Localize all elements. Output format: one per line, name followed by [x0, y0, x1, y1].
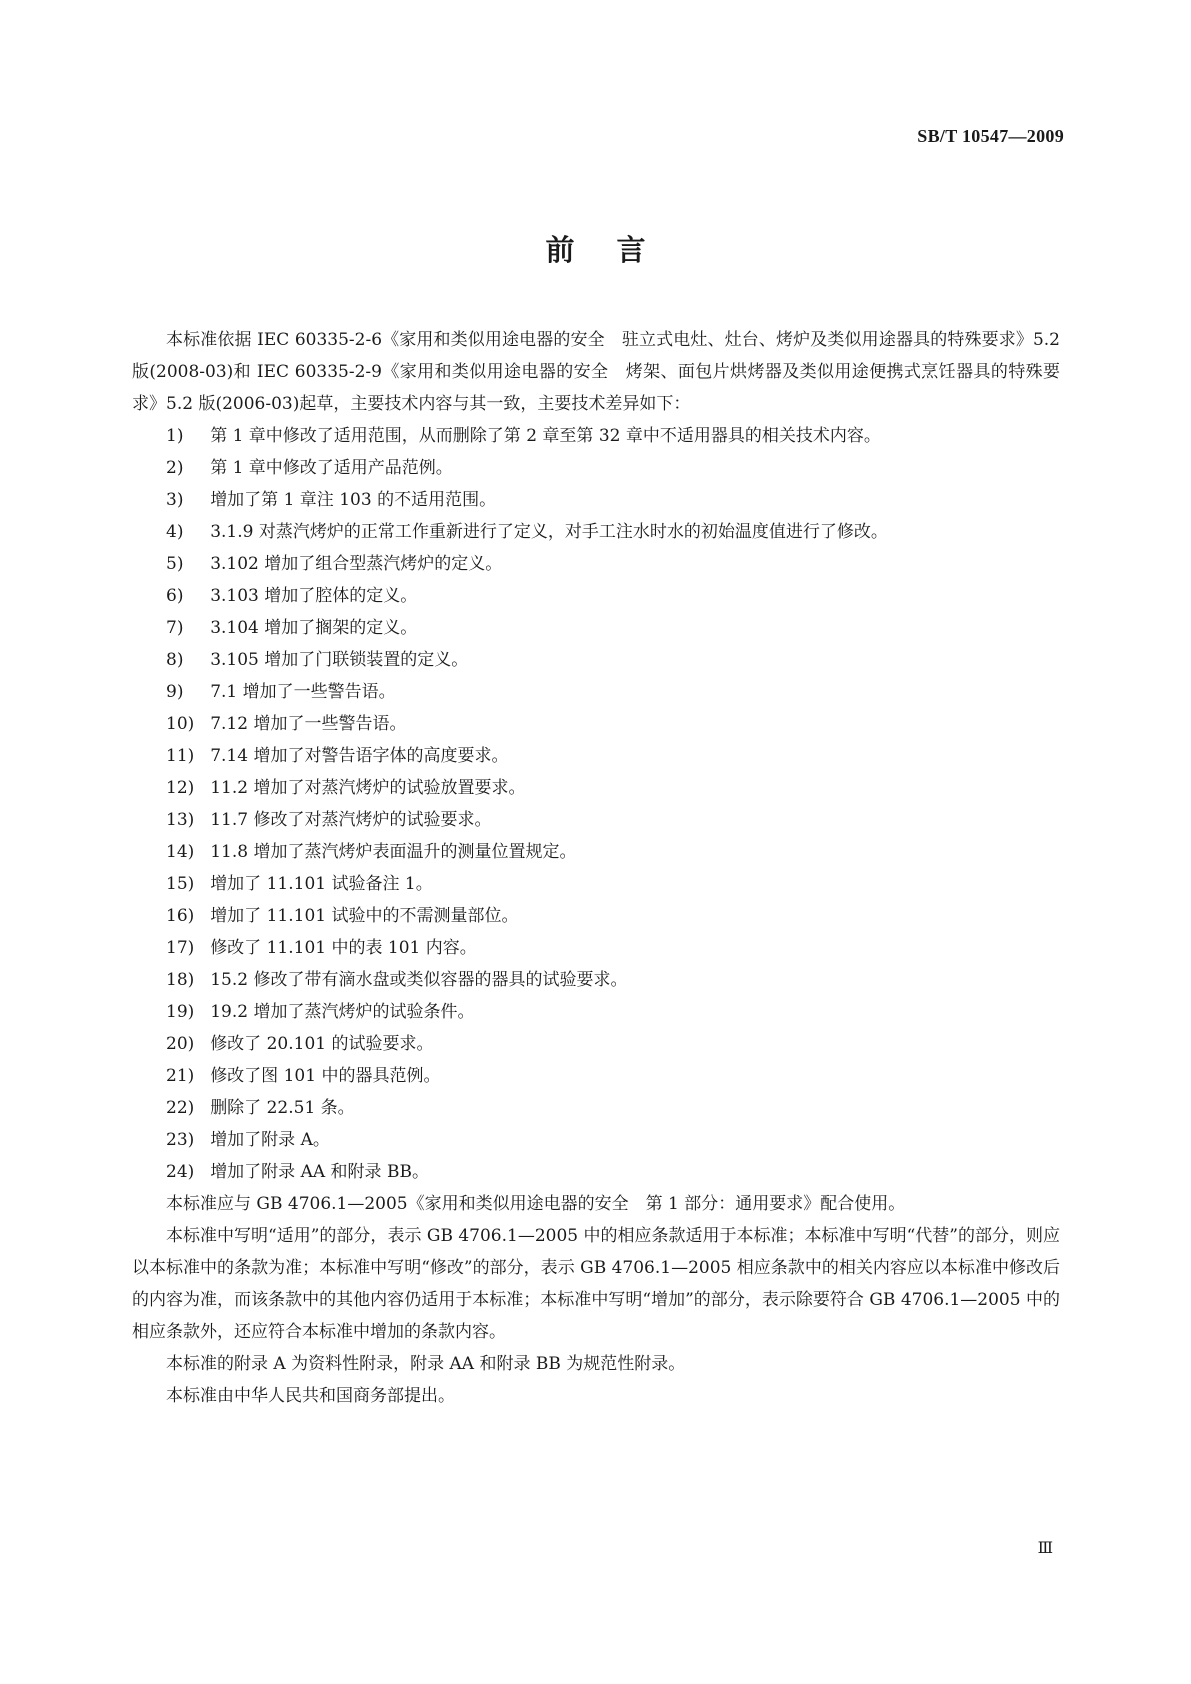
- list-item-number: 22): [166, 1098, 195, 1118]
- page-title: 前言: [545, 233, 688, 267]
- list-item-text: 3.1.9 对蒸汽烤炉的正常工作重新进行了定义，对手工注水时水的初始温度值进行了修改。: [210, 522, 888, 542]
- clause-rules-paragraph: 本标准中写明“适用”的部分，表示 GB 4706.1—2005 中的相应条款适用于本标准；本标准中写明“代替”的部分，则应以本标准中的条款为准；本标准中写明“修改”的部分，表示 GB 4706.1—2005 相应条款中的相关内容应以本标准中修改后的内容为准，而该条款中的其他内容仍适用于本标准；本标准中写明“增加”的部分，表示除要符合 GB 4706.1—2005 中的相应条款外，还应符合本标准中增加的条款内容。: [132, 1226, 1060, 1342]
- list-item-number: 9): [166, 682, 184, 702]
- list-item-text: 增加了附录 A。: [210, 1130, 330, 1150]
- list-item-number: 8): [166, 650, 184, 670]
- list-item-text: 11.7 修改了对蒸汽烤炉的试验要求。: [210, 810, 492, 830]
- list-item-text: 3.105 增加了门联锁装置的定义。: [210, 650, 469, 670]
- list-item-number: 18): [166, 970, 195, 990]
- list-item-text: 修改了 20.101 的试验要求。: [210, 1034, 434, 1054]
- proposer-paragraph: 本标准由中华人民共和国商务部提出。: [166, 1386, 455, 1406]
- list-item: [132, 868, 1060, 900]
- list-item: [132, 804, 1060, 836]
- list-item: [132, 1092, 1060, 1124]
- differences-list: [132, 420, 1060, 1188]
- list-item-text: 增加了 11.101 试验中的不需测量部位。: [210, 906, 519, 926]
- list-item-number: 24): [166, 1162, 195, 1182]
- list-item-text: 3.102 增加了组合型蒸汽烤炉的定义。: [210, 554, 503, 574]
- list-item: [132, 740, 1060, 772]
- list-item: [132, 580, 1060, 612]
- annex-paragraph: 本标准的附录 A 为资料性附录，附录 AA 和附录 BB 为规范性附录。: [166, 1354, 686, 1374]
- list-item-number: 20): [166, 1034, 195, 1054]
- document-body: [132, 324, 1060, 1412]
- list-item-text: 7.1 增加了一些警告语。: [210, 682, 396, 702]
- list-item-number: 23): [166, 1130, 195, 1150]
- list-item-text: 修改了图 101 中的器具范例。: [210, 1066, 441, 1086]
- list-item-number: 12): [166, 778, 195, 798]
- list-item-text: 修改了 11.101 中的表 101 内容。: [210, 938, 477, 958]
- list-item-number: 14): [166, 842, 195, 862]
- standard-code: SB/T 10547—2009: [917, 126, 1064, 146]
- list-item: [132, 1124, 1060, 1156]
- list-item-text: 第 1 章中修改了适用产品范例。: [210, 458, 453, 478]
- list-item: [132, 452, 1060, 484]
- list-item-text: 11.8 增加了蒸汽烤炉表面温升的测量位置规定。: [210, 842, 577, 862]
- list-item: [132, 836, 1060, 868]
- list-item-text: 3.104 增加了搁架的定义。: [210, 618, 418, 638]
- list-item-number: 21): [166, 1066, 195, 1086]
- list-item-number: 7): [166, 618, 184, 638]
- list-item-number: 17): [166, 938, 195, 958]
- list-item: [132, 1060, 1060, 1092]
- list-item-number: 11): [166, 746, 195, 766]
- list-item-number: 2): [166, 458, 184, 478]
- list-item: [132, 964, 1060, 996]
- list-item-text: 7.14 增加了对警告语字体的高度要求。: [210, 746, 509, 766]
- list-item: [132, 612, 1060, 644]
- list-item-number: 1): [166, 426, 184, 446]
- list-item-text: 15.2 修改了带有滴水盘或类似容器的器具的试验要求。: [210, 970, 628, 990]
- list-item-number: 13): [166, 810, 195, 830]
- list-item-text: 3.103 增加了腔体的定义。: [210, 586, 418, 606]
- list-item-text: 第 1 章中修改了适用范围，从而删除了第 2 章至第 32 章中不适用器具的相关技术内容。: [210, 426, 881, 446]
- list-item-number: 10): [166, 714, 195, 734]
- page-number: Ⅲ: [1037, 1540, 1053, 1557]
- list-item-text: 11.2 增加了对蒸汽烤炉的试验放置要求。: [210, 778, 526, 798]
- list-item-number: 15): [166, 874, 195, 894]
- list-item-number: 16): [166, 906, 195, 926]
- list-item-number: 3): [166, 490, 184, 510]
- list-item: [132, 772, 1060, 804]
- intro-paragraph: 本标准依据 IEC 60335-2-6《家用和类似用途电器的安全 驻立式电灶、灶台、烤炉及类似用途器具的特殊要求》5.2 版(2008-03)和 IEC 60335-2-9《家用和类似用途电器的安全 烤架、面包片烘烤器及类似用途便携式烹饪器具的特殊要求》5.2 版(2006-03)起草，主要技术内容与其一致，主要技术差异如下：: [132, 330, 1060, 414]
- list-item: [132, 1156, 1060, 1188]
- list-item: [132, 996, 1060, 1028]
- list-item-number: 5): [166, 554, 184, 574]
- list-item-text: 增加了附录 AA 和附录 BB。: [210, 1162, 429, 1182]
- list-item-text: 7.12 增加了一些警告语。: [210, 714, 407, 734]
- list-item-text: 删除了 22.51 条。: [210, 1098, 355, 1118]
- usage-paragraph: 本标准应与 GB 4706.1—2005《家用和类似用途电器的安全 第 1 部分：通用要求》配合使用。: [166, 1194, 906, 1214]
- list-item: [132, 484, 1060, 516]
- list-item-number: 4): [166, 522, 184, 542]
- list-item-text: 增加了 11.101 试验备注 1。: [210, 874, 433, 894]
- list-item: [132, 1028, 1060, 1060]
- list-item-number: 19): [166, 1002, 195, 1022]
- list-item: [132, 900, 1060, 932]
- list-item: [132, 516, 1060, 548]
- list-item: [132, 708, 1060, 740]
- list-item: [132, 676, 1060, 708]
- list-item: [132, 420, 1060, 452]
- list-item: [132, 644, 1060, 676]
- list-item: [132, 548, 1060, 580]
- list-item-text: 19.2 增加了蒸汽烤炉的试验条件。: [210, 1002, 475, 1022]
- list-item: [132, 932, 1060, 964]
- list-item-number: 6): [166, 586, 184, 606]
- list-item-text: 增加了第 1 章注 103 的不适用范围。: [210, 490, 497, 510]
